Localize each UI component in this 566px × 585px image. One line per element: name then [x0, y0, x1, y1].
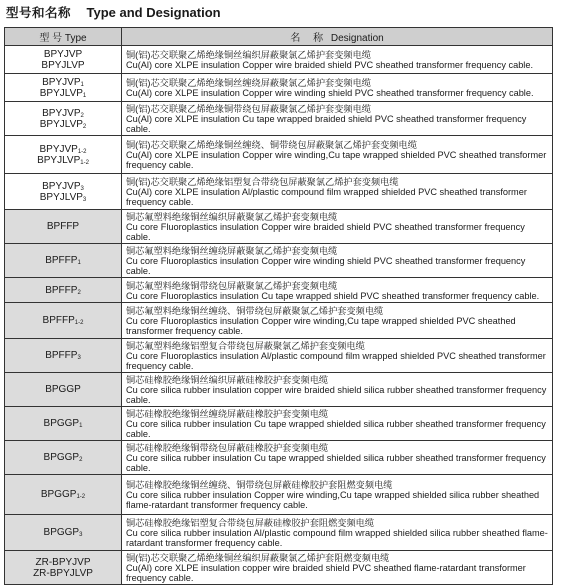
designation-en: Cu core Fluoroplastics insulation Copper wire winding shield PVC sheathed transformer frequency cable.	[126, 256, 526, 276]
model-code-subscript: 2	[77, 289, 81, 296]
table-row	[5, 475, 553, 515]
model-code-subscript: 3	[82, 196, 87, 203]
designation-cell	[122, 174, 553, 210]
model-cell	[5, 373, 122, 407]
model-cell	[5, 102, 122, 136]
designation-en: Cu core silica rubber insulation Cu tape wrapped shielded silica rubber sheathed transformer frequency cable.	[126, 419, 546, 439]
table-row	[5, 210, 553, 244]
designation-cell	[122, 46, 553, 74]
designation-cell	[122, 136, 553, 174]
designation-cell	[122, 373, 553, 407]
model-code: ZR-BPYJLVP	[33, 567, 93, 579]
designation-en: Cu(Al) core XLPE insulation Copper wire winding shield PVC sheathed transformer frequency cable.	[126, 88, 534, 98]
designation-en: Cu(Al) core XLPE insulation Al/plastic compound film wrapped shielded PVC sheathed transformer frequency cable.	[126, 187, 527, 207]
designation-en: Cu core Fluoroplastics insulation Cu tape wrapped shield PVC sheathed transformer frequency cable.	[126, 290, 540, 301]
designation-cell	[122, 210, 553, 244]
designation-en: Cu(Al) core XLPE insulation copper wire braided shield PVC sheathed flame-ratardant transformer frequency cable.	[126, 563, 526, 583]
designation-cell	[122, 74, 553, 102]
section-heading	[6, 3, 221, 21]
designation-zh: 铜芯硅橡胶绝缘铜丝缠绕屏蔽硅橡胶护套变频电缆	[126, 409, 329, 419]
table-row	[5, 136, 553, 174]
table-row	[5, 303, 553, 339]
type-designation-table	[4, 27, 553, 585]
model-code: $BPYJVP_2$	[42, 107, 84, 119]
designation-zh: 铜芯氟塑料绝缘铜丝编织屏蔽聚氯乙烯护套变频电缆	[126, 212, 338, 222]
model-cell	[5, 278, 122, 303]
table-body	[5, 46, 553, 585]
model-code: ZR-BPYJVP	[35, 556, 91, 568]
model-cell	[5, 407, 122, 441]
table-row	[5, 339, 553, 373]
model-code: $BPGGP_{1-2}$	[40, 489, 86, 500]
model-cell	[5, 74, 122, 102]
model-code-subscript: 1-2	[76, 494, 86, 500]
designation-en: Cu core Fluoroplastics insulation Copper wire braided shield PVC sheathed transformer frequency cable.	[126, 222, 525, 242]
designation-zh: 铜芯硅橡胶绝缘铜丝缠绕、铜带绕包屏蔽硅橡胶护套阻燃变频电缆	[126, 480, 393, 490]
designation-zh: 铜(铝)芯交联聚乙烯绝缘铜带绕包屏蔽聚氯乙烯护套变频电缆	[126, 104, 371, 114]
model-cell	[5, 46, 122, 74]
model-code-subscript: 1	[80, 81, 84, 88]
designation-en: Cu core silica rubber insulation Cu tape wrapped shielded silica rubber sheathed transformer frequency cable.	[126, 453, 546, 473]
model-code-subscript: 1-2	[77, 148, 87, 155]
designation-cell	[122, 515, 553, 551]
table-row	[5, 441, 553, 475]
designation-cell	[122, 339, 553, 373]
designation-zh: 铜(铝)芯交联聚乙烯绝缘铜丝缠绕屏蔽聚氯乙烯护套变频电缆	[126, 78, 371, 88]
model-cell	[5, 136, 122, 174]
model-code: BPYJLVP	[41, 59, 85, 71]
designation-zh: 铜芯氟塑料绝缘铜丝缠绕屏蔽聚氯乙烯护套变频电缆	[126, 246, 338, 256]
designation-zh: 铜(铝)芯交联聚乙烯绝缘铜丝缠绕、铜带绕包屏蔽聚氯乙烯护套变频电缆	[126, 140, 417, 150]
model-cell	[5, 441, 122, 475]
model-code: $BPGGP_2$	[43, 452, 83, 463]
header-designation-en: Designation	[330, 33, 384, 44]
designation-cell	[122, 102, 553, 136]
designation-cell	[122, 475, 553, 515]
designation-en: Cu core silica rubber insulation copper wire braided shield silica rubber sheathed transformer frequency cable.	[126, 385, 547, 405]
model-code-subscript: 1	[82, 92, 87, 99]
model-code: $BPGGP_1$	[43, 418, 83, 429]
designation-zh: 铜芯氟塑料绝缘铜丝缠绕、铜带绕包屏蔽聚氯乙烯护套变频电缆	[126, 306, 384, 316]
model-cell	[5, 475, 122, 515]
model-code-subscript: 1	[79, 423, 83, 429]
designation-en: Cu(Al) core XLPE insulation Cu tape wrapped braided shield PVC sheathed transformer frequency cable.	[126, 114, 527, 134]
designation-en: Cu core Fluoroplastics insulation Al/plastic compound film wrapped shielded PVC sheathed transformer frequency cable.	[126, 351, 546, 371]
model-cell	[5, 303, 122, 339]
model-code: $BPYJVP_{1-2}$	[39, 143, 87, 155]
table-header-row	[5, 28, 553, 46]
designation-en: Cu core silica rubber insulation Al/plastic compound film wrapped shielded silica rubber sheathed flame-ratardant transformer frequency cable.	[126, 528, 548, 548]
model-cell	[5, 174, 122, 210]
designation-en: Cu(Al) core XLPE insulation Copper wire braided shield PVC sheathed transformer frequency cable.	[126, 60, 534, 70]
table-row	[5, 278, 553, 303]
model-code-subscript: 1-2	[74, 320, 84, 326]
designation-cell	[122, 441, 553, 475]
model-code-subscript: 1-2	[80, 159, 89, 166]
designation-zh: 铜芯硅橡胶绝缘铜丝编织屏蔽硅橡胶护套变频电缆	[126, 375, 329, 385]
designation-zh: 铜(铝)芯交联聚乙烯绝缘铝塑复合带绕包屏蔽聚氯乙烯护套变频电缆	[126, 177, 399, 187]
table-row	[5, 551, 553, 585]
designation-cell	[122, 407, 553, 441]
model-code: $BPFFP_{1-2}$	[42, 315, 84, 326]
table-row	[5, 373, 553, 407]
model-code: $BPGGP_3$	[43, 527, 83, 538]
model-code: $BPYJLVP_3$	[39, 191, 87, 203]
model-code: $BPFFP_1$	[45, 255, 81, 266]
designation-cell	[122, 551, 553, 585]
table-row	[5, 102, 553, 136]
model-cell	[5, 339, 122, 373]
section-heading-en: Type and Designation	[86, 5, 221, 20]
designation-zh: 铜芯硅橡胶绝缘铝塑复合带绕包屏蔽硅橡胶护套阻燃变频电缆	[126, 518, 375, 528]
designation-cell	[122, 278, 553, 303]
designation-cell	[122, 303, 553, 339]
designation-en: Cu core Fluoroplastics insulation Copper wire winding,Cu tape wrapped shielded PVC sheathed transformer frequency cable.	[126, 316, 516, 336]
model-code-subscript: 3	[80, 185, 84, 192]
model-code-subscript: 2	[80, 112, 84, 119]
model-cell	[5, 515, 122, 551]
designation-zh: 铜芯硅橡胶绝缘铜带绕包屏蔽硅橡胶护套变频电缆	[126, 443, 329, 453]
table-row	[5, 244, 553, 278]
table-row	[5, 74, 553, 102]
model-cell	[5, 551, 122, 585]
section-heading-zh: 型号和名称	[6, 6, 72, 20]
table-row	[5, 515, 553, 551]
model-code: $BPFFP_3$	[45, 350, 81, 361]
model-code: BPYJVP	[43, 48, 83, 60]
model-code-subscript: 3	[79, 532, 83, 538]
model-code: $BPYJLVP_1$	[39, 87, 87, 99]
model-code-subscript: 3	[77, 355, 81, 361]
designation-en: Cu(Al) core XLPE insulation Copper wire winding,Cu tape wrapped shielded PVC sheathed transformer frequency cable.	[126, 150, 547, 170]
table-row	[5, 174, 553, 210]
model-code: $BPYJLVP_2$	[39, 118, 87, 130]
model-code: BPFFP	[46, 221, 80, 232]
model-code: $BPYJVP_3$	[42, 180, 84, 192]
model-cell	[5, 210, 122, 244]
model-code: $BPFFP_2$	[45, 284, 81, 296]
designation-zh: 铜芯氟塑料绝缘铝塑复合带绕包屏蔽聚氯乙烯护套变频电缆	[126, 341, 365, 351]
designation-zh: 铜芯氟塑料绝缘铜带绕包屏蔽聚氯乙烯护套变频电缆	[126, 280, 338, 291]
designation-zh: 铜(铝)芯交联聚乙烯绝缘铜丝编织屏蔽聚氯乙烯护套变频电缆	[126, 50, 371, 60]
model-code: $BPYJVP_1$	[42, 76, 84, 88]
table-row	[5, 407, 553, 441]
designation-en: Cu core silica rubber insulation Copper wire winding,Cu tape wrapped shielded silica rubber sheathed flame-ratardant transformer frequency cable.	[126, 490, 540, 510]
header-designation-zh: 名 称	[290, 33, 329, 44]
model-code-subscript: 2	[82, 123, 87, 130]
designation-cell	[122, 244, 553, 278]
model-code-subscript: 2	[79, 457, 83, 463]
model-code-subscript: 1	[77, 260, 81, 266]
header-type: 型 号 Type	[5, 28, 122, 46]
model-code: BPGGP	[45, 384, 81, 395]
designation-zh: 铜(铝)芯交联聚乙烯绝缘铜丝编织屏蔽聚氯乙烯护套阻燃变频电缆	[126, 553, 390, 563]
header-designation	[122, 28, 553, 46]
model-cell	[5, 244, 122, 278]
model-code: $BPYJLVP_{1-2}$	[37, 154, 89, 166]
table-row	[5, 46, 553, 74]
